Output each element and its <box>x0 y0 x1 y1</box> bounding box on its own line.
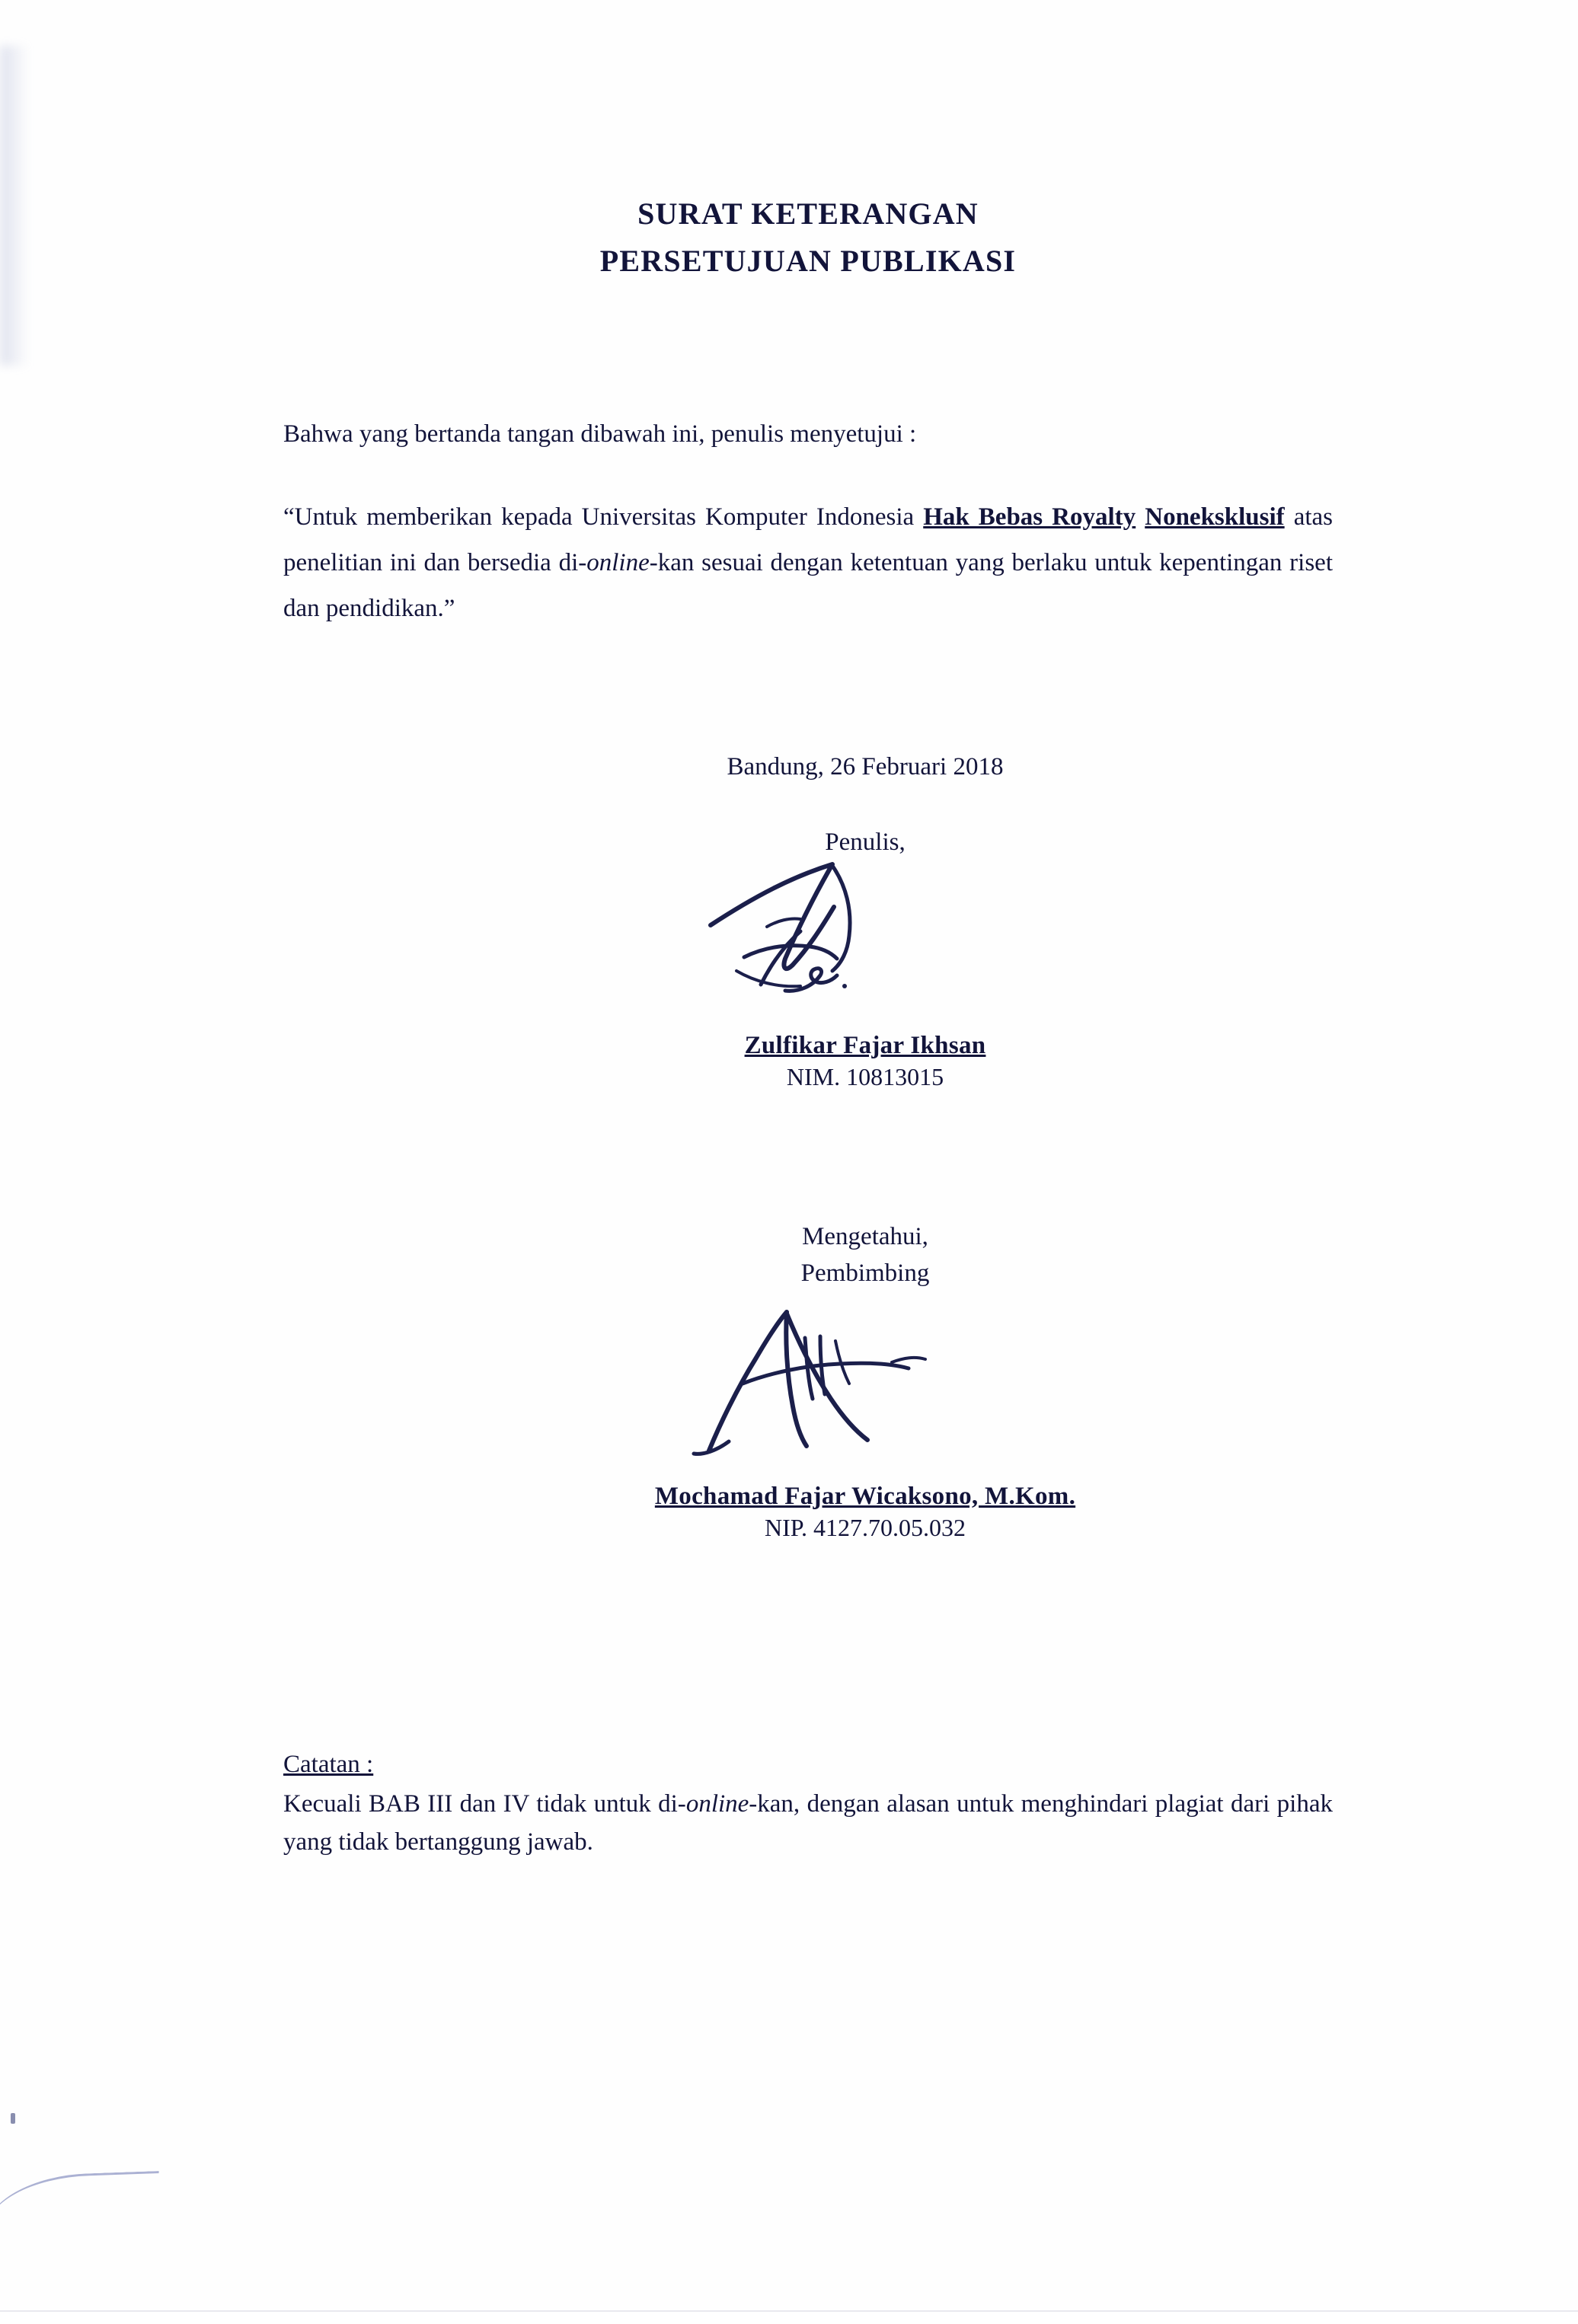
supervisor-signature-area <box>283 1292 1333 1483</box>
author-signature <box>671 857 945 1024</box>
scan-artifact-curve <box>0 2171 161 2233</box>
declaration-part-2: atas penelitian ini dan bersedia di- <box>283 503 1333 576</box>
notes-italic: online <box>685 1790 749 1818</box>
document-content <box>283 0 1333 1861</box>
author-name: Zulfikar Fajar Ikhsan <box>744 1031 986 1059</box>
title-line-2: PERSETUJUAN PUBLIKASI <box>599 244 1017 278</box>
author-role-label: Penulis, <box>825 828 906 856</box>
author-signature-area <box>283 857 1333 1032</box>
supervisor-heading-line-2: Pembimbing <box>800 1259 930 1287</box>
supervisor-signature <box>663 1292 953 1475</box>
intro-paragraph: Bahwa yang bertanda tangan dibawah ini, penulis menyetujui : <box>283 420 917 448</box>
notes-part-1: Kecuali BAB III dan IV tidak untuk di- <box>283 1790 686 1818</box>
notes-section <box>283 1746 1333 1862</box>
place-and-date: Bandung, 26 Februari 2018 <box>727 752 1004 781</box>
supervisor-heading <box>283 1219 1333 1292</box>
notes-part-2: -kan, dengan alasan untuk menghindari plagiat dari pihak yang tidak bertanggung jawab. <box>283 1790 1333 1856</box>
document-title <box>283 190 1333 285</box>
scan-artifact-mark <box>11 2113 15 2124</box>
notes-body <box>283 1785 1333 1861</box>
declaration-emphasis-2: Noneksklusif <box>1145 503 1285 531</box>
declaration-part-3: -kan sesuai dengan ketentuan yang berlaku untuk kepentingan riset dan pendidikan.” <box>283 548 1333 622</box>
supervisor-heading-line-1: Mengetahui, <box>802 1222 928 1250</box>
author-id: NIM. 10813015 <box>786 1062 944 1090</box>
declaration-part-1: “Untuk memberikan kepada Universitas Komputer Indonesia <box>283 503 924 531</box>
title-line-1: SURAT KETERANGAN <box>637 196 979 231</box>
scan-artifact-left <box>0 46 29 366</box>
notes-title: Catatan : <box>283 1750 374 1778</box>
declaration-italic-1: online <box>586 548 650 576</box>
supervisor-id: NIP. 4127.70.05.032 <box>764 1513 966 1541</box>
declaration-paragraph <box>283 494 1333 631</box>
page-bottom-edge <box>0 2310 1578 2324</box>
supervisor-name: Mochamad Fajar Wicaksono, M.Kom. <box>654 1482 1076 1510</box>
declaration-emphasis-1: Hak Bebas Royalty <box>923 503 1136 531</box>
